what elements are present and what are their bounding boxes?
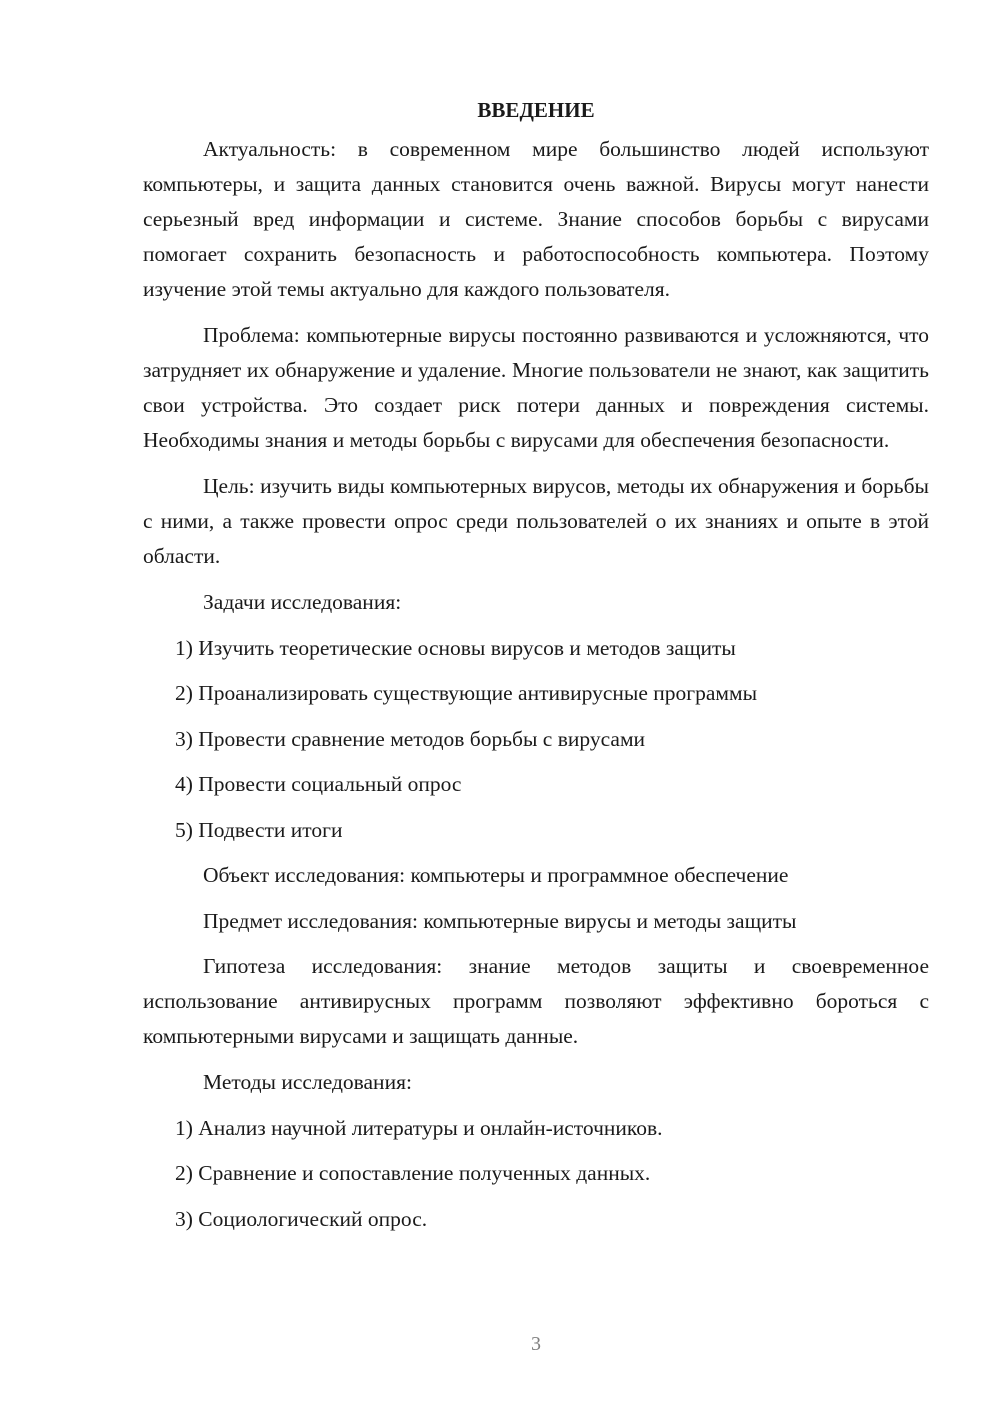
task-item: 4) Провести социальный опрос [175, 772, 462, 796]
method-item: 1) Анализ научной литературы и онлайн-источников. [175, 1115, 663, 1140]
task-item: 5) Подвести итоги [175, 817, 343, 842]
problem-paragraph: Проблема: компьютерные вирусы постоянно развиваются и усложняются, что затрудняет их обнаружение и удаление. Многие пользователи не знают, как защитить свои устройства. Это создает риск потери данных и повреждения системы. Необходимы знания и методы борьбы с вирусами для обеспечения безопасности. [143, 323, 929, 452]
document-page [143, 96, 929, 1247]
task-item: 2) Проанализировать существующие антивирусные программы [175, 681, 758, 705]
method-item: 3) Социологический опрос. [175, 1206, 428, 1231]
methods-list [143, 1111, 929, 1237]
task-item: 3) Провести сравнение методов борьбы с вирусами [175, 726, 646, 751]
section-title: ВВЕДЕНИЕ [477, 98, 595, 122]
page-number: 3 [531, 1333, 541, 1355]
method-item: 2) Сравнение и сопоставление полученных данных. [175, 1161, 651, 1185]
relevance-paragraph: Актуальность: в современном мире большинство людей используют компьютеры, и защита данных становится очень важной. Вирусы могут нанести серьезный вред информации и системе. Знание способов борьбы с вирусами помогает сохранить безопасность и работоспособность компьютера. Поэтому изучение этой темы актуально для каждого пользователя. [143, 137, 929, 301]
task-item: 1) Изучить теоретические основы вирусов и методов защиты [175, 635, 736, 660]
hypothesis-paragraph: Гипотеза исследования: знание методов защиты и своевременное использование антивирусных программ позволяют эффективно бороться с компьютерными вирусами и защищать данные. [143, 954, 929, 1048]
methods-heading: Методы исследования: [203, 1070, 412, 1094]
object-line: Объект исследования: компьютеры и программное обеспечение [203, 863, 789, 887]
tasks-list [143, 631, 929, 848]
goal-paragraph: Цель: изучить виды компьютерных вирусов, методы их обнаружения и борьбы с ними, а также провести опрос среди пользователей о их знаниях и опыте в этой области. [143, 474, 929, 568]
subject-line: Предмет исследования: компьютерные вирусы и методы защиты [203, 908, 797, 933]
tasks-heading: Задачи исследования: [203, 590, 402, 614]
